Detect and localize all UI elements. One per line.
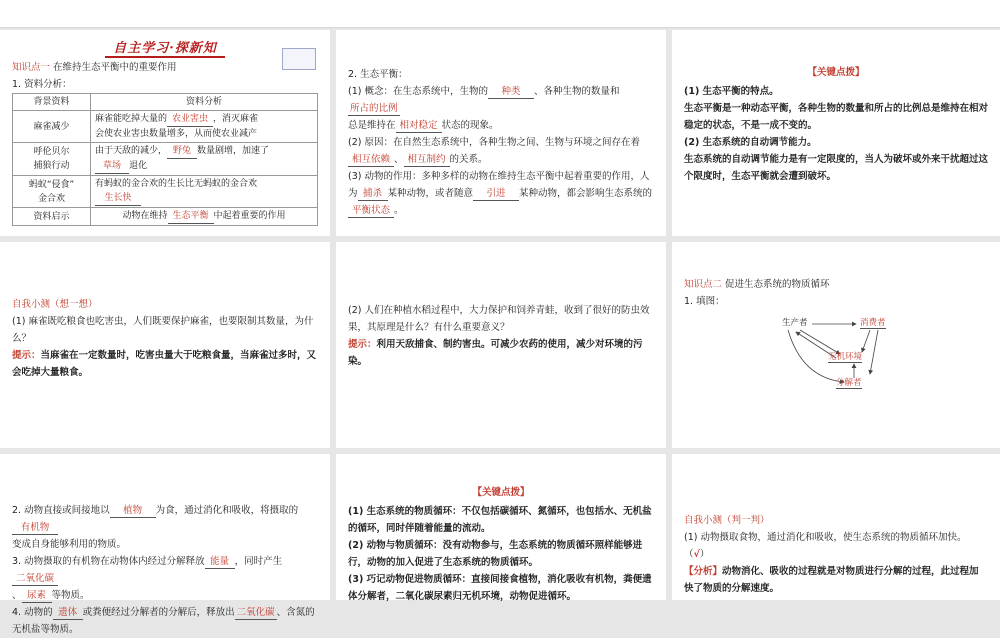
answer-blank: 所占的比例	[350, 103, 398, 114]
answer-blank: 尿素	[22, 589, 52, 603]
answer-blank: 野兔	[167, 145, 197, 159]
table-cell: 麻雀能吃掉大量的 农业害虫 ，消灭麻雀 会使农业害虫数量增多，从而使农业减产	[91, 111, 318, 143]
answer-blank: 相互依赖	[348, 153, 394, 167]
header-cell: 资料分析	[91, 94, 318, 111]
arrow-consumer-inorganic	[862, 330, 870, 352]
slide-4[interactable]	[0, 242, 330, 448]
answer-blank: 草场	[95, 160, 129, 174]
slide-2[interactable]	[336, 30, 666, 236]
key-point-item: (3) 巧记动物促进物质循环：直接间接食植物，消化吸收有机物，粪便遗体分解者，二氧化碳尿素归无机环境，动物促进循环。	[348, 574, 652, 602]
slide-9[interactable]	[672, 454, 1000, 600]
kp-title: 在维持生态平衡中的重要作用	[53, 62, 177, 73]
answer-blank: 遗体	[53, 606, 83, 620]
node-consumer: 消费者	[860, 318, 886, 328]
answer-blank: 捕杀	[358, 187, 388, 201]
answer-blank: 平衡状态	[348, 204, 394, 218]
slide-7[interactable]	[0, 454, 330, 635]
question-label: 1. 填图：	[684, 296, 725, 307]
knowledge-point-heading	[12, 59, 318, 76]
table-row	[13, 111, 318, 143]
arrow-producer-inorganic	[800, 330, 840, 354]
answer-blank: 引进	[473, 187, 519, 201]
answer-blank: 种类	[488, 85, 534, 99]
answer-blank: 植物	[110, 504, 156, 518]
key-point-title: 【关键点拨】	[472, 487, 530, 498]
header-cell: 背景资料	[13, 94, 91, 111]
table-row	[13, 143, 318, 176]
key-point-title: 【关键点拨】	[807, 67, 865, 78]
key-point-item: (2) 动物与物质循环：没有动物参与，生态系统的物质循环照样能够进行，动物的加入促进了生态系统的物质循环。	[348, 540, 643, 568]
key-point-item: (2) 生态系统的自动调节能力。	[684, 137, 817, 148]
table-cell: 有蚂蚁的金合欢的生长比无蚂蚁的金合欢 生长快	[91, 176, 318, 208]
question-label: 1. 资料分析：	[12, 79, 72, 90]
kp-title: 促进生态系统的物质循环	[725, 279, 830, 290]
paragraph: 2. 动物直接或间接地以 植物 为食，通过消化和吸收，将摄取的有机物 变成自身能够利用的物质。	[12, 505, 299, 550]
answer-blank: 相对稳定	[396, 119, 442, 133]
table-row	[13, 208, 318, 226]
slide-5[interactable]	[336, 242, 666, 448]
table-cell: 蚂蚁“侵食” 金合欢	[13, 176, 91, 208]
answer-blank: 二氧化碳	[12, 572, 58, 586]
hint: 提示：当麻雀在一定数量时，吃害虫量大于吃粮食量，当麻雀过多时，又会吃掉大量粮食。	[12, 350, 317, 378]
node-producer: 生产者	[782, 318, 808, 328]
key-point-item: (1) 生态系统的物质循环：不仅包括碳循环、氮循环，也包括水、无机盐的循环，同时伴随着能量的流动。	[348, 506, 652, 534]
section-heading: 2. 生态平衡：	[348, 69, 408, 80]
slide-6[interactable]	[672, 242, 1000, 448]
slide-3[interactable]	[672, 30, 1000, 236]
paragraph: 3. 动物摄取的有机物在动物体内经过分解释放 能量 ，同时产生二氧化碳 、 尿素 等物质。	[12, 556, 283, 601]
hint: 提示：利用天敌捕食、制约害虫。可减少农药的使用，减少对环境的污染。	[348, 339, 643, 367]
analysis: 【分析】动物消化、吸收的过程就是对物质进行分解的过程，此过程加快了物质的分解速度。	[684, 566, 979, 594]
stamp-icon	[282, 48, 316, 70]
quiz-title: 自我小测（想一想）	[12, 299, 98, 310]
paragraph: (2) 原因：在自然生态系统中，各种生物之间、生物与环境之间存在着 相互依赖 、 相互制约 的关系。	[348, 137, 640, 165]
arrow-consumer-decomposer	[870, 330, 878, 374]
table-header	[13, 94, 318, 111]
table-cell: 动物在维持 生态平衡 中起着重要的作用	[91, 208, 318, 226]
table-cell: 呼伦贝尔 捕狼行动	[13, 143, 91, 176]
paragraph: (1) 概念：在生态系统中，生物的 种类 、各种生物的数量和所占的比例 总是维持在 相对稳定 状态的现象。	[348, 86, 620, 131]
quiz-title: 自我小测（判一判）	[684, 515, 770, 526]
quiz-question: (2) 人们在种植水稻过程中，大力保护和饲养青蛙，收到了很好的防虫效果，其原理是什么？有什么重要意义？	[348, 305, 650, 333]
top-bar	[0, 0, 1000, 28]
quiz-question: (1) 麻雀既吃粮食也吃害虫，人们既要保护麻雀，也要限制其数量，为什么？	[12, 316, 314, 344]
paragraph: 4. 动物的 遗体 或粪便经过分解者的分解后，释放出 二氧化碳 、含氮的无机盐等物质。	[12, 607, 315, 635]
answer-blank: 相互制约	[404, 153, 450, 167]
answer-blank: 二氧化碳	[236, 607, 275, 618]
paragraph: (3) 动物的作用：多种多样的动物在维持生态平衡中起着重要的作用，人为 捕杀 某种动物，或者随意 引进 某种动物，都会影响生态系统的 平衡状态 。	[348, 171, 653, 216]
slide-grid	[0, 30, 1000, 635]
material-cycle-diagram	[782, 318, 922, 394]
table-row	[13, 176, 318, 208]
table-cell: 麻雀减少	[13, 111, 91, 143]
key-point-text: 生态平衡是一种动态平衡，各种生物的数量和所占的比例总是维持在相对稳定的状态，不是一成不变的。	[684, 103, 989, 131]
answer-blank: 生长快	[95, 192, 141, 206]
table-cell: 资料启示	[13, 208, 91, 226]
key-point-text: 生态系统的自动调节能力是有一定限度的，当人为破坏或外来干扰超过这个限度时，生态平衡就会遭到破坏。	[684, 154, 989, 182]
node-decomposer: 分解者	[836, 378, 862, 388]
table-cell: 由于天敌的减少， 野兔 数量剧增，加速了 草场 退化	[91, 143, 318, 176]
node-inorganic-environment: 无机环境	[828, 352, 863, 362]
slide-8[interactable]	[336, 454, 666, 600]
answer-blank: 农业害虫	[167, 113, 213, 127]
kp-label: 知识点一	[12, 62, 51, 73]
answer-blank: 能量	[205, 555, 235, 569]
knowledge-point-heading	[684, 276, 988, 293]
kp-label: 知识点二	[684, 279, 723, 290]
key-point-item: (1) 生态平衡的特点。	[684, 86, 779, 97]
answer-blank: 有机物	[12, 521, 58, 535]
quiz-question: (1) 动物摄取食物，通过消化和吸收，使生态系统的物质循环加快。 （√）	[684, 532, 967, 560]
answer-blank: 生态平衡	[168, 210, 214, 224]
analysis-table	[12, 93, 318, 226]
section-banner: 自主学习·探新知	[12, 40, 318, 57]
slide-1[interactable]	[0, 30, 330, 236]
check-answer: √	[693, 549, 700, 560]
